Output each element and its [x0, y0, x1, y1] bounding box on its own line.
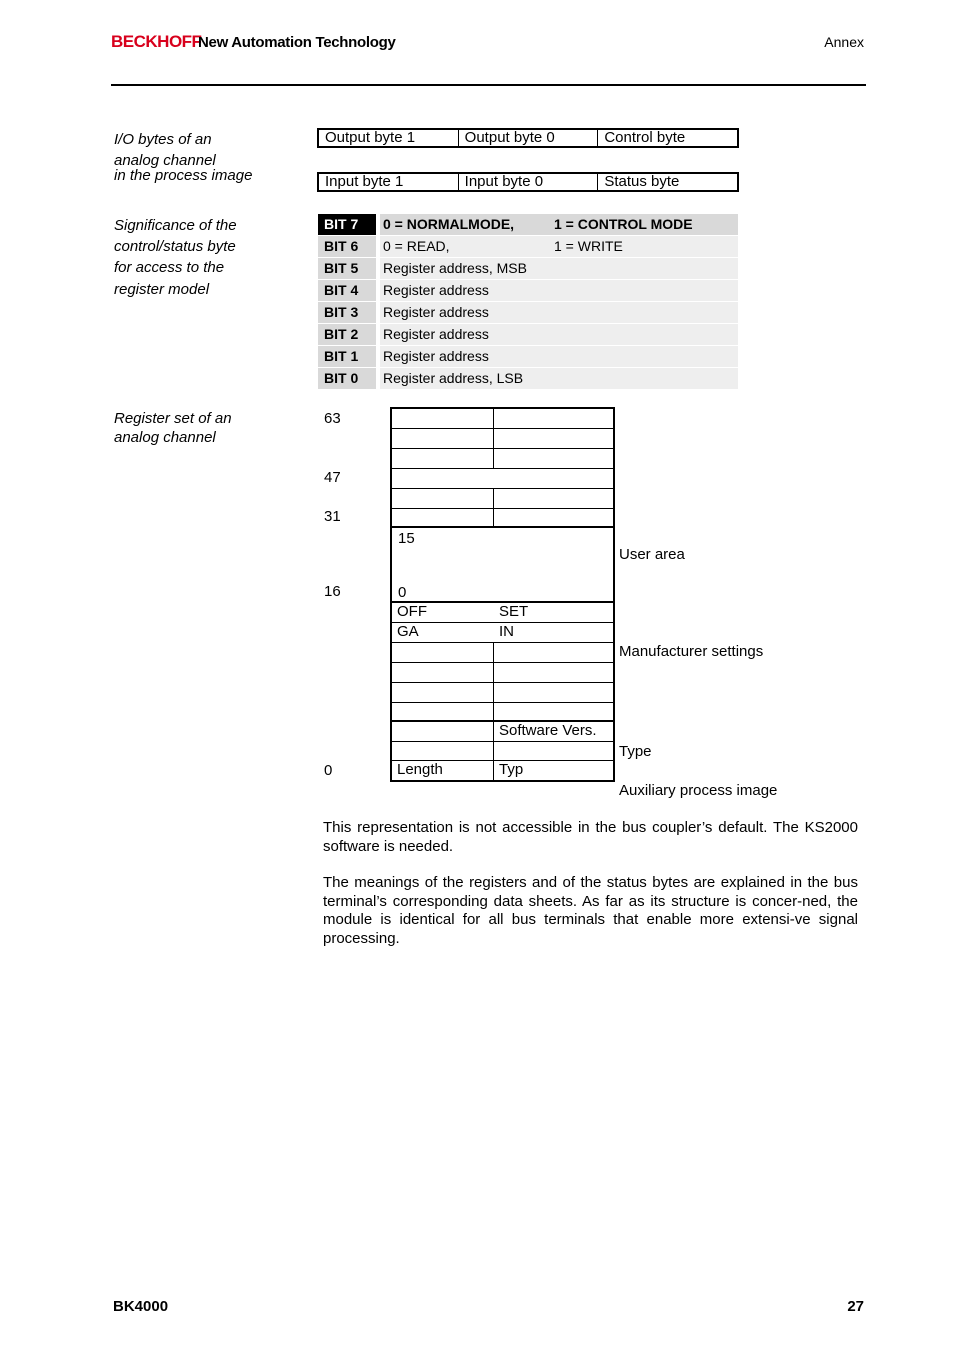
- register-diagram: [390, 407, 615, 782]
- register-cell: [391, 488, 494, 509]
- bit-label: BIT 1: [318, 346, 376, 367]
- input-byte-1: Input byte 1: [325, 173, 404, 190]
- bit-row: [318, 214, 738, 235]
- bit-row: [318, 302, 738, 323]
- bit-description: Register address: [380, 280, 738, 301]
- register-number: 0: [324, 762, 333, 779]
- register-cell: [391, 741, 494, 761]
- bit-row: [318, 280, 738, 301]
- output-byte-1: Output byte 1: [325, 129, 416, 146]
- bit-table: [318, 214, 738, 390]
- bit-row: [318, 368, 738, 389]
- header-divider: [111, 84, 866, 86]
- register-cell: [391, 468, 614, 489]
- user-area-bit-0: 0: [398, 584, 407, 601]
- register-number: 47: [324, 469, 341, 486]
- register-cell: [391, 622, 614, 643]
- register-cell: [493, 662, 614, 683]
- register-cell: [391, 508, 494, 528]
- register-cell: [391, 602, 614, 623]
- bit-label: BIT 2: [318, 324, 376, 345]
- user-area-bit-15: 15: [398, 530, 415, 547]
- bit-row: [318, 236, 738, 257]
- control-byte: Control byte: [597, 130, 737, 146]
- input-bytes-table: [317, 172, 739, 192]
- register-cell: [391, 682, 494, 703]
- register-cell: [493, 428, 614, 449]
- register-cell: [493, 408, 614, 429]
- output-byte-0: Output byte 0: [458, 130, 598, 146]
- register-cell: [391, 408, 494, 429]
- user-area-label: User area: [619, 546, 685, 563]
- register-number: 31: [324, 508, 341, 525]
- type-label: Type: [619, 743, 652, 760]
- paragraph: The meanings of the registers and of the status bytes are explained in the bus terminal’s corresponding data sheets. As far as its structure is concer-ned, the module is identical for all bus terminals that enable more extensi-ve signal processing.: [323, 874, 858, 947]
- register-cell: [493, 642, 614, 663]
- register-cell: [391, 448, 494, 469]
- output-bytes-table: [317, 128, 739, 148]
- register-cell: [493, 702, 614, 722]
- bit-label: BIT 3: [318, 302, 376, 323]
- bit-label: BIT 4: [318, 280, 376, 301]
- bit-row: [318, 346, 738, 367]
- input-byte-0: Input byte 0: [458, 174, 598, 190]
- caption-io-bytes: I/O bytes of an analog channel in the process image: [114, 131, 253, 184]
- register-cell: [493, 448, 614, 469]
- bit-label: BIT 0: [318, 368, 376, 389]
- bit-label: BIT 5: [318, 258, 376, 279]
- in-label: IN: [499, 623, 514, 640]
- caption-register-set: Register set of an analog channel: [114, 410, 232, 446]
- bit-description: Register address: [380, 324, 738, 345]
- auxiliary-process-image-label: Auxiliary process image: [619, 782, 778, 799]
- register-cell: [493, 488, 614, 509]
- software-version-cell: Software Vers.: [493, 721, 614, 742]
- status-byte: Status byte: [597, 174, 737, 190]
- register-number: 16: [324, 583, 341, 600]
- set-label: SET: [499, 603, 529, 620]
- typ-cell: Typ: [493, 760, 614, 781]
- register-cell: [391, 721, 494, 742]
- manufacturer-settings-label: Manufacturer settings: [619, 643, 764, 660]
- register-cell: [391, 702, 494, 722]
- ga-label: GA: [397, 623, 419, 640]
- register-cell: [493, 741, 614, 761]
- paragraph: This representation is not accessible in the bus coupler’s default. The KS2000 software is needed.: [323, 819, 858, 855]
- bit-description: Register address: [380, 346, 738, 367]
- length-cell: Length: [391, 760, 494, 781]
- footer-page-number: 27: [847, 1298, 864, 1315]
- register-cell: [391, 662, 494, 683]
- register-cell: [391, 642, 494, 663]
- register-cell: [493, 508, 614, 528]
- brand-logo: BECKHOFF: [111, 32, 202, 51]
- bit-description: 0 = NORMALMODE, 1 = CONTROL MODE: [380, 214, 738, 235]
- bit-description: Register address: [380, 302, 738, 323]
- off-label: OFF: [397, 603, 427, 620]
- register-cell: [493, 682, 614, 703]
- section-title: Annex: [824, 34, 864, 50]
- footer-document-id: BK4000: [113, 1298, 169, 1315]
- bit-description: Register address, MSB: [380, 258, 738, 279]
- bit-row: [318, 324, 738, 345]
- bit-label: BIT 7: [318, 214, 376, 235]
- bit-label: BIT 6: [318, 236, 376, 257]
- bit-row: [318, 258, 738, 279]
- caption-significance: Significance of the control/status byte for access to the register model: [114, 217, 237, 298]
- user-area-block: [390, 526, 615, 603]
- register-cell: [391, 428, 494, 449]
- brand-tagline: New Automation Technology: [198, 34, 396, 51]
- bit-description: Register address, LSB: [380, 368, 738, 389]
- register-number: 63: [324, 410, 341, 427]
- bit-description: 0 = READ, 1 = WRITE: [380, 236, 738, 257]
